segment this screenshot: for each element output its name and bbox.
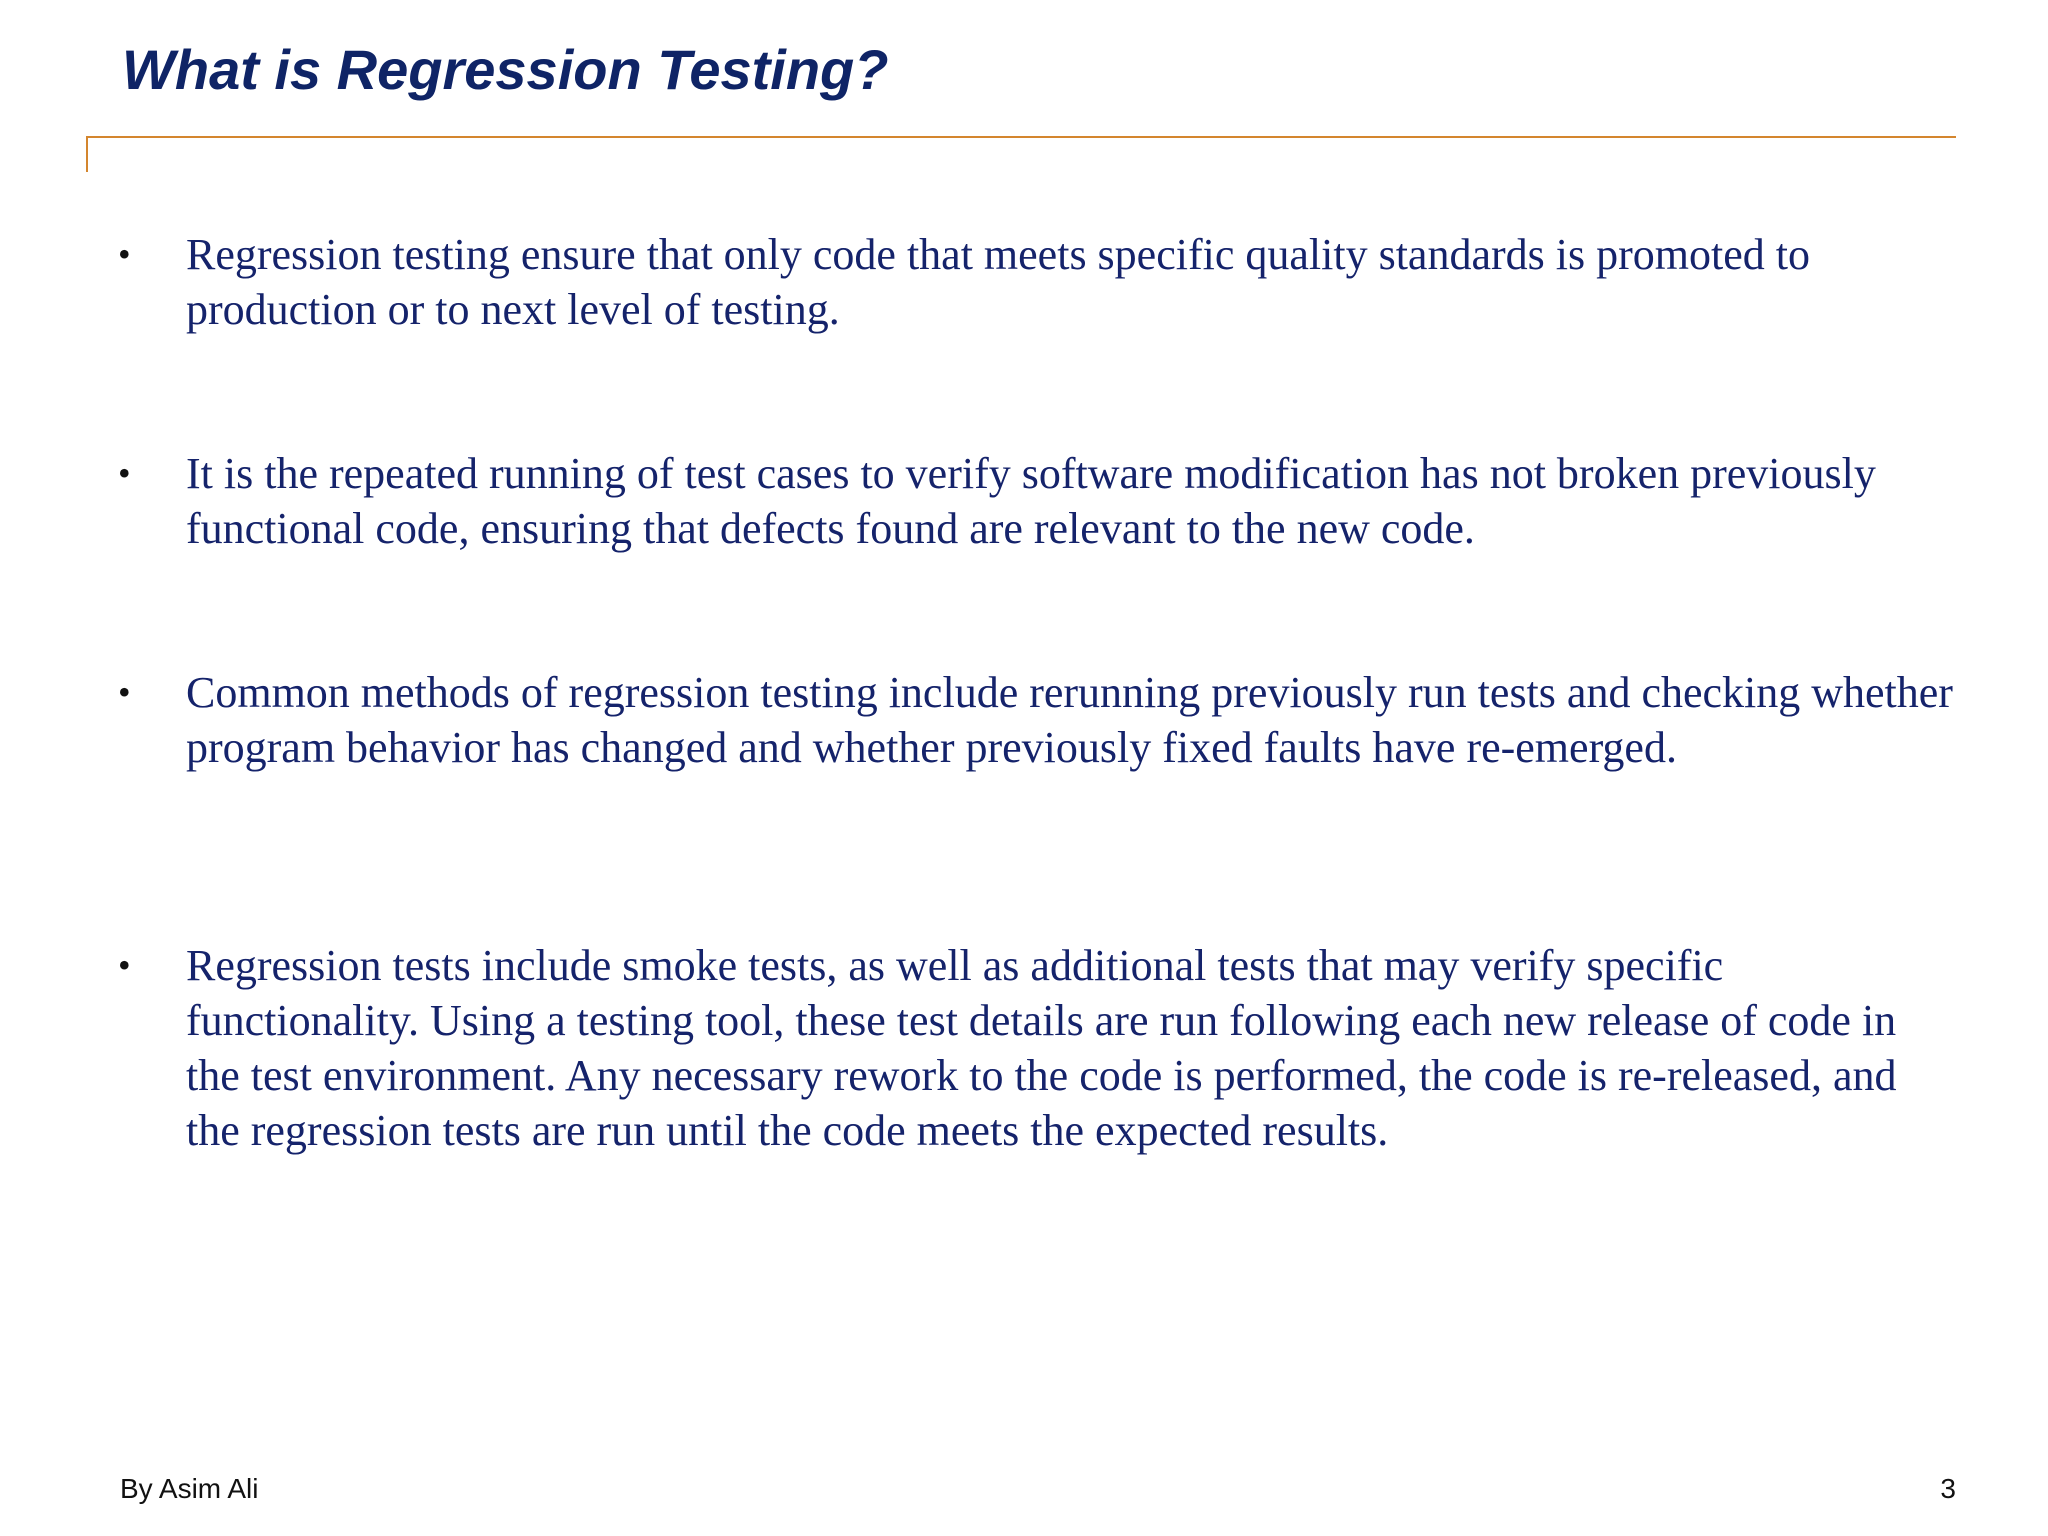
- bullet-text: Regression testing ensure that only code that meets specific quality standards is promoted to production or to next level of testing.: [186, 230, 1810, 334]
- bullet-icon: •: [118, 945, 131, 985]
- bullet-icon: •: [118, 453, 131, 493]
- page-number: 3: [1940, 1473, 1956, 1504]
- bullet-icon: •: [118, 234, 131, 274]
- footer-author: By Asim Ali: [120, 1473, 259, 1504]
- title-divider-tick: [86, 136, 88, 172]
- bullet-icon: •: [118, 672, 131, 712]
- bullet-text: Regression tests include smoke tests, as well as additional tests that may verify specific functionality. Using a testing tool, these test details are run following each new release of code in the test environment. Any necessary rework to the code is performed, the code is re-released, and the regression tests are run until the code meets the expected results.: [186, 941, 1897, 1155]
- title-divider: [86, 136, 1956, 138]
- bullet-text: It is the repeated running of test cases to verify software modification has not broken previously functional code, ensuring that defects found are relevant to the new code.: [186, 449, 1876, 553]
- slide-title: What is Regression Testing?: [122, 38, 889, 101]
- bullet-text: Common methods of regression testing include rerunning previously run tests and checking whether program behavior has changed and whether previously fixed faults have re-emerged.: [186, 668, 1953, 772]
